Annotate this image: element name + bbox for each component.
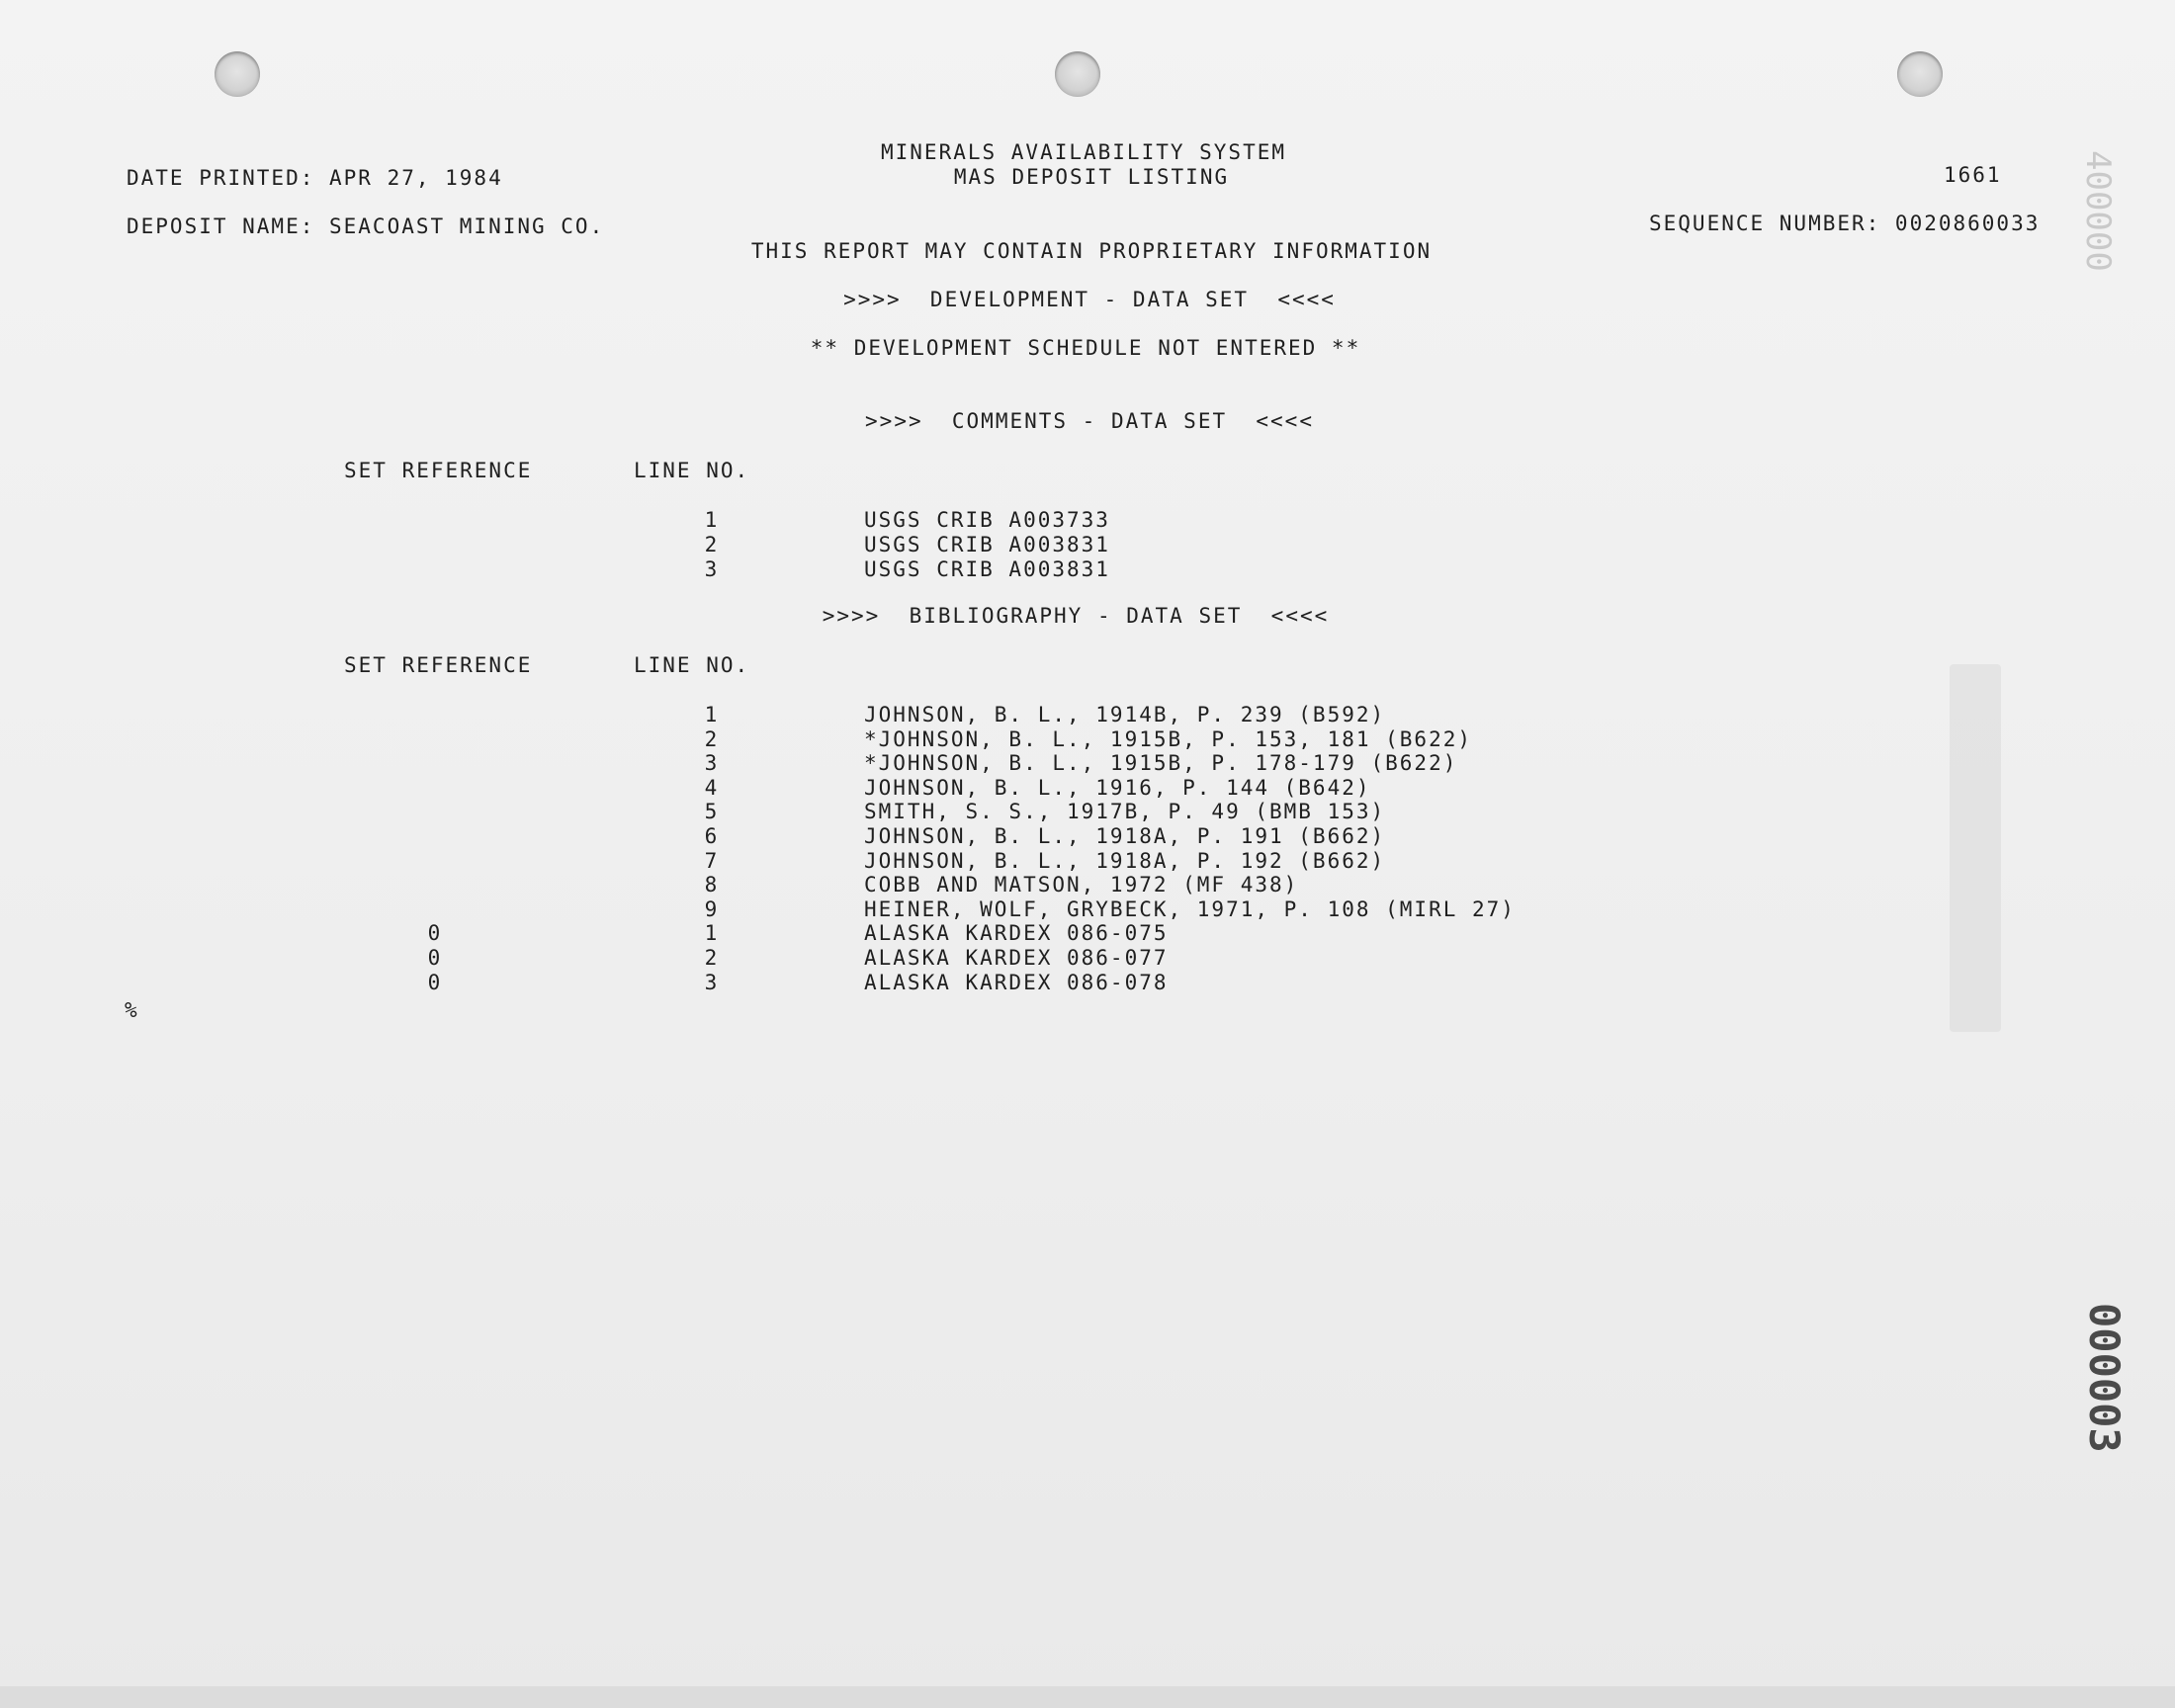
sequence-number: SEQUENCE NUMBER: 0020860033 [1649,212,2041,235]
line-number-cell: 1 [704,703,720,726]
footer-mark: % [125,998,139,1022]
set-reference-cell: 0 [427,946,443,970]
line-number-cell: 1 [704,921,720,946]
comments-col-line-no: LINE NO. [634,459,750,482]
bibliography-col-line-no: LINE NO. [634,653,750,677]
comments-heading: >>>> COMMENTS - DATA SET <<<< [865,409,1314,433]
development-note: ** DEVELOPMENT SCHEDULE NOT ENTERED ** [810,336,1361,360]
entry-text-cell: ALASKA KARDEX 086-077 [864,946,1169,970]
entry-text-cell: HEINER, WOLF, GRYBECK, 1971, P. 108 (MIRL 27) [864,897,1516,921]
entry-text-cell: USGS CRIB A003831 [864,557,1110,581]
frame-stamp: 000003 [2080,1303,2129,1453]
entry-text-cell: USGS CRIB A003831 [864,533,1110,556]
entry-text-cell: *JOHNSON, B. L., 1915B, P. 178-179 (B622) [864,751,1458,776]
table-row [0,921,2175,946]
table-row [0,946,2175,971]
table-row [0,971,2175,995]
table-row [0,751,2175,776]
listing-title: MAS DEPOSIT LISTING [953,165,1230,189]
line-number-cell: 2 [704,726,720,751]
entry-text-cell: JOHNSON, B. L., 1918A, P. 192 (B662) [864,848,1386,873]
proprietary-notice: THIS REPORT MAY CONTAIN PROPRIETARY INFORMATION [750,239,1433,263]
system-title: MINERALS AVAILABILITY SYSTEM [880,140,1287,164]
entry-text-cell: SMITH, S. S., 1917B, P. 49 (BMB 153) [864,800,1386,824]
comments-col-set-reference: SET REFERENCE [344,459,533,482]
line-number-cell: 3 [704,557,720,581]
faint-frame-stamp: 400000 [2078,150,2118,272]
table-row [0,849,2175,874]
bibliography-heading: >>>> BIBLIOGRAPHY - DATA SET <<<< [822,604,1330,628]
entry-text-cell: USGS CRIB A003733 [864,508,1110,532]
line-number-cell: 2 [704,533,720,556]
development-heading: >>>> DEVELOPMENT - DATA SET <<<< [843,288,1336,311]
table-row [0,508,2175,533]
line-number-cell: 2 [704,946,720,970]
table-row [0,533,2175,557]
entry-text-cell: JOHNSON, B. L., 1914B, P. 239 (B592) [864,703,1386,726]
punch-hole-center [1055,51,1100,97]
bibliography-col-set-reference: SET REFERENCE [344,653,533,677]
line-number-cell: 6 [704,824,720,848]
line-number-cell: 3 [704,751,720,776]
line-number-cell: 8 [704,873,720,897]
punch-hole-right [1897,51,1943,97]
deposit-name: DEPOSIT NAME: SEACOAST MINING CO. [127,214,605,238]
line-number-cell: 4 [704,775,720,800]
table-row [0,824,2175,849]
table-row [0,776,2175,801]
set-reference-cell: 0 [427,970,443,994]
table-row [0,703,2175,727]
table-row [0,727,2175,752]
entry-text-cell: ALASKA KARDEX 086-075 [864,921,1169,946]
line-number-cell: 1 [704,508,720,532]
table-row [0,897,2175,922]
table-row [0,800,2175,824]
line-number-cell: 3 [704,970,720,994]
line-number-cell: 5 [704,800,720,824]
entry-text-cell: JOHNSON, B. L., 1918A, P. 191 (B662) [864,824,1386,848]
table-row [0,873,2175,897]
page-number: 1661 [1944,163,2002,187]
table-row [0,557,2175,582]
punch-hole-left [215,51,260,97]
entry-text-cell: ALASKA KARDEX 086-078 [864,970,1169,994]
bottom-edge [0,1686,2175,1708]
entry-text-cell: JOHNSON, B. L., 1916, P. 144 (B642) [864,775,1371,800]
line-number-cell: 9 [704,897,720,921]
set-reference-cell: 0 [427,921,443,946]
entry-text-cell: COBB AND MATSON, 1972 (MF 438) [864,873,1299,897]
line-number-cell: 7 [704,848,720,873]
entry-text-cell: *JOHNSON, B. L., 1915B, P. 153, 181 (B622) [864,726,1473,751]
date-printed: DATE PRINTED: APR 27, 1984 [127,166,503,190]
